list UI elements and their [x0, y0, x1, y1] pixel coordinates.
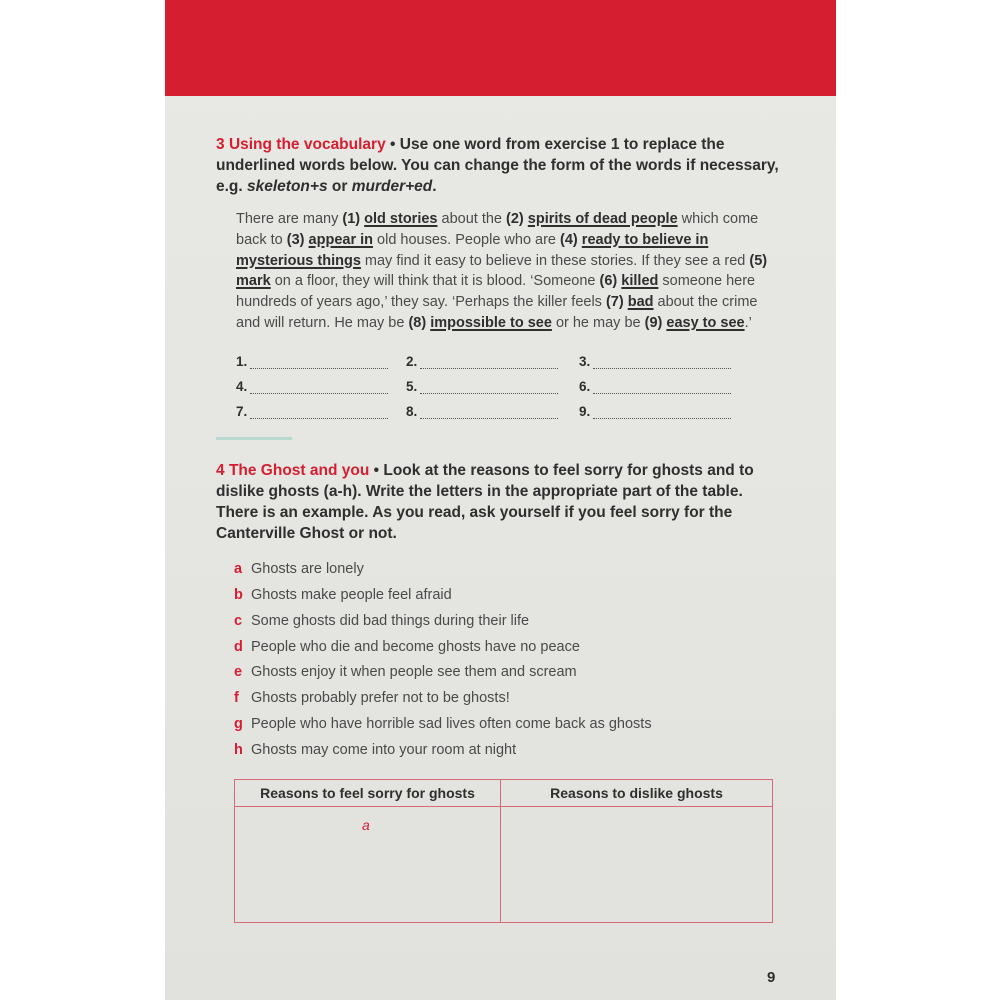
- ex3-instructions: Use one word from exercise 1 to replace the underlined words below. You can change the form of the words if necessary, e.g.: [216, 136, 779, 195]
- header-band: [165, 0, 836, 96]
- ex4-instructions: Look at the reasons to feel sorry for ghosts and to dislike ghosts (a-h). Write the letters in the appropriate part of the table. There is an example. As you read, ask yourself if you feel sorry for the Canterville Ghost or not.: [216, 461, 754, 542]
- answer-blank[interactable]: [420, 356, 558, 369]
- text-segment: or he may be: [551, 314, 645, 331]
- item-letter: f: [234, 690, 239, 707]
- ex4-heading: [216, 460, 786, 544]
- ex3-example-1: skeleton+s: [247, 178, 328, 195]
- text-segment: about the: [437, 211, 507, 227]
- item-letter: g: [234, 716, 243, 733]
- text-segment: which come back to: [236, 211, 759, 248]
- ex4-bullet: •: [373, 461, 380, 479]
- ex4-number: 4: [216, 461, 225, 479]
- page-content: [216, 134, 786, 764]
- ex3-example-2: murder+ed: [351, 178, 433, 195]
- text-segment: .’: [744, 314, 752, 331]
- underlined-phrase: impossible to see: [430, 314, 552, 331]
- ex3-paragraph: [236, 209, 779, 334]
- reasons-table: [234, 779, 773, 923]
- answer-number: 1.: [236, 353, 248, 369]
- answer-blank[interactable]: [420, 406, 558, 419]
- item-number: (8): [408, 314, 427, 331]
- item-number: (6): [599, 273, 618, 290]
- list-item: [234, 686, 786, 712]
- list-item: [234, 557, 786, 583]
- item-letter: e: [234, 664, 243, 681]
- underlined-phrase: mark: [236, 273, 271, 290]
- answer-line-3[interactable]: [579, 352, 752, 369]
- item-number: (9): [644, 314, 663, 331]
- text-segment: on a floor, they will think that it is blood. ‘Someone: [270, 273, 600, 290]
- table-header-dislike: Reasons to dislike ghosts: [501, 780, 772, 807]
- item-text: People who die and become ghosts have no peace: [251, 638, 580, 655]
- section-divider: [216, 437, 292, 440]
- answer-number: 4.: [236, 378, 248, 394]
- item-letter: a: [234, 560, 243, 577]
- item-text: Ghosts enjoy it when people see them and scream: [251, 664, 577, 681]
- ex3-bullet: •: [390, 136, 396, 153]
- table-header-sorry: Reasons to feel sorry for ghosts: [235, 780, 501, 807]
- reasons-list: [234, 557, 786, 764]
- answer-number: 6.: [579, 378, 591, 394]
- answer-line-9[interactable]: [579, 402, 752, 419]
- answer-line-8[interactable]: [406, 402, 579, 419]
- item-number: (5): [749, 252, 768, 269]
- answer-line-2[interactable]: [406, 352, 579, 369]
- answer-line-1[interactable]: [236, 352, 406, 369]
- answer-number: 7.: [236, 403, 248, 419]
- answer-number: 3.: [579, 353, 591, 369]
- answer-blank[interactable]: [593, 406, 731, 419]
- item-number: (1): [342, 211, 361, 227]
- underlined-phrase: bad: [627, 294, 654, 311]
- list-item: [234, 738, 786, 764]
- workbook-page: [165, 0, 836, 1000]
- answer-blank[interactable]: [250, 356, 388, 369]
- underlined-phrase: old stories: [364, 211, 438, 227]
- ex3-or: or: [331, 178, 348, 195]
- table-cell-sorry[interactable]: [235, 807, 501, 922]
- list-item: [234, 609, 786, 635]
- item-letter: c: [234, 612, 243, 629]
- answer-blank[interactable]: [250, 406, 388, 419]
- text-segment: may find it easy to believe in these stories. If they see a red: [360, 252, 750, 269]
- text-segment: There are many: [236, 211, 343, 227]
- item-text: People who have horrible sad lives often come back as ghosts: [251, 716, 652, 733]
- item-text: Some ghosts did bad things during their life: [251, 612, 530, 629]
- underlined-phrase: ready to believe in mysterious things: [236, 231, 709, 269]
- text-segment: old houses. People who are: [373, 231, 561, 248]
- underlined-phrase: easy to see: [666, 314, 745, 331]
- underlined-phrase: killed: [621, 273, 659, 290]
- list-item: [234, 660, 786, 686]
- item-letter: h: [234, 742, 243, 759]
- item-number: (3): [286, 231, 305, 248]
- underlined-phrase: spirits of dead people: [527, 211, 678, 227]
- answer-lines: [236, 352, 786, 419]
- list-item: [234, 635, 786, 661]
- answer-blank[interactable]: [420, 381, 558, 394]
- answer-line-5[interactable]: [406, 377, 579, 394]
- ex3-period: .: [432, 178, 437, 195]
- list-item: [234, 712, 786, 738]
- page-number: 9: [767, 969, 776, 986]
- item-number: (7): [605, 294, 624, 311]
- ex4-title: The Ghost and you: [228, 461, 370, 479]
- item-text: Ghosts make people feel afraid: [251, 586, 452, 603]
- item-number: (4): [560, 231, 578, 248]
- item-text: Ghosts may come into your room at night: [251, 742, 517, 759]
- answer-number: 5.: [406, 378, 418, 394]
- text-segment: about the crime and will return. He may be: [236, 294, 758, 331]
- ex3-number: 3: [216, 136, 225, 153]
- item-letter: b: [234, 586, 243, 603]
- underlined-phrase: appear in: [308, 231, 374, 248]
- answer-line-7[interactable]: [236, 402, 406, 419]
- list-item: [234, 583, 786, 609]
- ex3-heading: [216, 134, 786, 197]
- answer-blank[interactable]: [593, 381, 731, 394]
- item-number: (2): [506, 211, 524, 227]
- answer-line-6[interactable]: [579, 377, 752, 394]
- answer-blank[interactable]: [593, 356, 731, 369]
- item-letter: d: [234, 638, 243, 655]
- answer-number: 9.: [579, 403, 591, 419]
- answer-line-4[interactable]: [236, 377, 406, 394]
- text-segment: someone here hundreds of years ago,’ they say. ‘Perhaps the killer feels: [236, 273, 756, 311]
- example-answer: a: [362, 817, 370, 833]
- table-cell-dislike[interactable]: [501, 807, 772, 922]
- answer-blank[interactable]: [250, 381, 388, 394]
- answer-number: 2.: [406, 353, 418, 369]
- item-text: Ghosts are lonely: [251, 560, 364, 577]
- item-text: Ghosts probably prefer not to be ghosts!: [251, 690, 510, 707]
- answer-number: 8.: [406, 403, 418, 419]
- ex3-title: Using the vocabulary: [228, 136, 386, 153]
